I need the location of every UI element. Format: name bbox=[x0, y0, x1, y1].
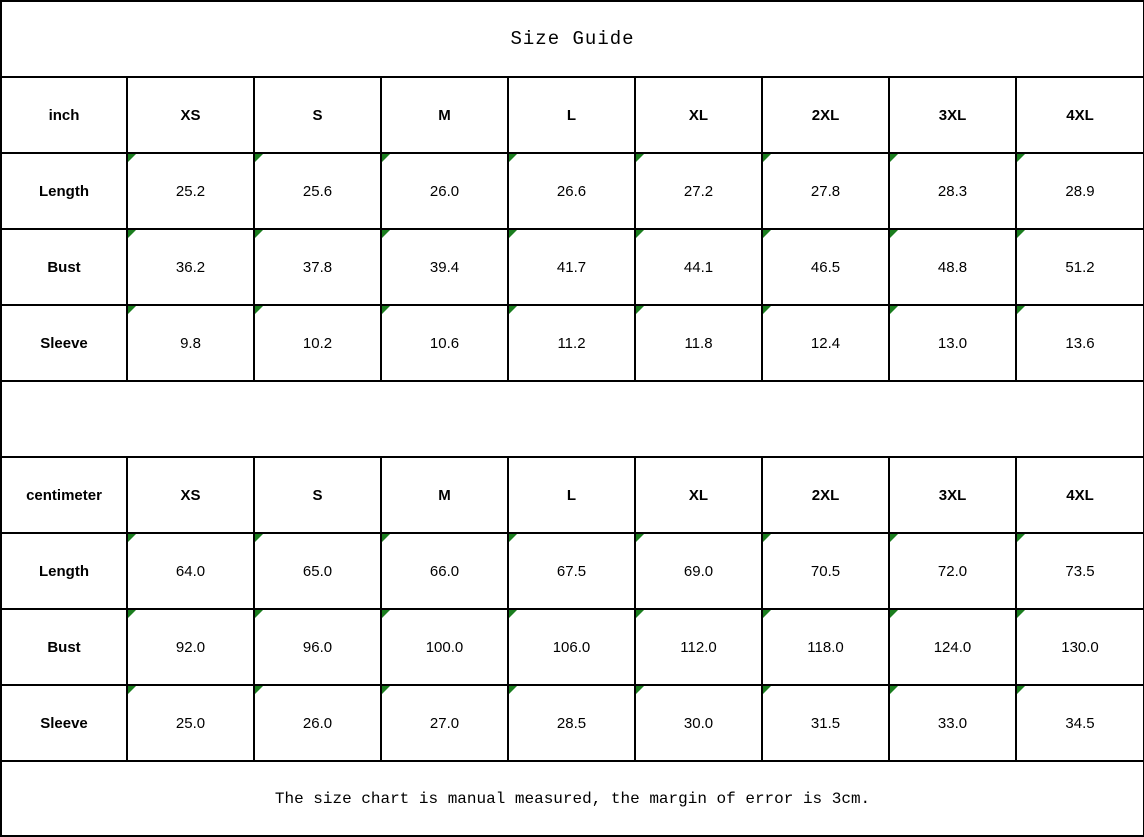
cell-value: 26.0 bbox=[429, 182, 460, 200]
size-header-3xl: 3XL bbox=[889, 457, 1016, 533]
measurement-cell bbox=[381, 153, 508, 229]
measurement-cell bbox=[1016, 305, 1144, 381]
measurement-cell bbox=[381, 229, 508, 305]
flag-triangle-icon bbox=[890, 306, 898, 314]
measurement-cell bbox=[127, 153, 254, 229]
measurement-cell bbox=[635, 533, 762, 609]
measurement-cell bbox=[635, 153, 762, 229]
cell-value: 31.5 bbox=[810, 714, 841, 732]
measurement-cell bbox=[635, 685, 762, 761]
unit-header-centimeter: centimeter bbox=[1, 457, 127, 533]
cell-value: 28.5 bbox=[556, 714, 587, 732]
cell-value: 13.0 bbox=[937, 334, 968, 352]
cell-value: 11.8 bbox=[684, 334, 713, 352]
cell-value: 25.0 bbox=[175, 714, 206, 732]
size-header-2xl: 2XL bbox=[762, 77, 889, 153]
size-header-l: L bbox=[508, 77, 635, 153]
flag-triangle-icon bbox=[763, 230, 771, 238]
flag-triangle-icon bbox=[382, 230, 390, 238]
flag-triangle-icon bbox=[1017, 534, 1025, 542]
measurement-cell bbox=[381, 685, 508, 761]
flag-triangle-icon bbox=[636, 610, 644, 618]
measurement-cell bbox=[762, 229, 889, 305]
measurement-cell bbox=[889, 685, 1016, 761]
flag-triangle-icon bbox=[509, 306, 517, 314]
flag-triangle-icon bbox=[1017, 306, 1025, 314]
flag-triangle-icon bbox=[1017, 154, 1025, 162]
cell-value: 106.0 bbox=[552, 638, 591, 656]
size-header-s: S bbox=[254, 457, 381, 533]
unit-header-inch: inch bbox=[1, 77, 127, 153]
flag-triangle-icon bbox=[636, 306, 644, 314]
measurement-cell bbox=[127, 685, 254, 761]
flag-triangle-icon bbox=[763, 154, 771, 162]
measurement-cell bbox=[1016, 153, 1144, 229]
measurement-cell bbox=[1016, 229, 1144, 305]
measurement-cell bbox=[1016, 533, 1144, 609]
flag-triangle-icon bbox=[763, 534, 771, 542]
cell-value: 41.7 bbox=[556, 258, 587, 276]
cell-value: 130.0 bbox=[1061, 638, 1099, 656]
cell-value: 10.2 bbox=[302, 334, 333, 352]
measurement-cell bbox=[254, 609, 381, 685]
cell-value: 70.5 bbox=[810, 562, 841, 580]
size-header-3xl: 3XL bbox=[889, 77, 1016, 153]
flag-triangle-icon bbox=[636, 230, 644, 238]
page-title: Size Guide bbox=[1, 1, 1144, 77]
flag-triangle-icon bbox=[509, 610, 517, 618]
row-label-length: Length bbox=[1, 533, 127, 609]
flag-triangle-icon bbox=[890, 686, 898, 694]
measurement-cell bbox=[1016, 609, 1144, 685]
measurement-cell bbox=[889, 609, 1016, 685]
flag-triangle-icon bbox=[509, 686, 517, 694]
size-header-xs: XS bbox=[127, 77, 254, 153]
cell-value: 11.2 bbox=[557, 334, 586, 352]
measurement-cell bbox=[508, 685, 635, 761]
measurement-cell bbox=[508, 153, 635, 229]
flag-triangle-icon bbox=[509, 230, 517, 238]
measurement-cell bbox=[1016, 685, 1144, 761]
flag-triangle-icon bbox=[382, 534, 390, 542]
cell-value: 9.8 bbox=[180, 334, 201, 352]
measurement-cell bbox=[635, 229, 762, 305]
cell-value: 33.0 bbox=[937, 714, 968, 732]
flag-triangle-icon bbox=[890, 534, 898, 542]
flag-triangle-icon bbox=[255, 154, 263, 162]
cell-value: 39.4 bbox=[429, 258, 460, 276]
row-label-sleeve: Sleeve bbox=[1, 685, 127, 761]
cell-value: 73.5 bbox=[1065, 562, 1095, 580]
flag-triangle-icon bbox=[509, 534, 517, 542]
spacer-row bbox=[1, 381, 1144, 457]
flag-triangle-icon bbox=[509, 154, 517, 162]
flag-triangle-icon bbox=[128, 154, 136, 162]
flag-triangle-icon bbox=[636, 686, 644, 694]
cell-value: 46.5 bbox=[810, 258, 841, 276]
cell-value: 10.6 bbox=[429, 334, 460, 352]
size-header-xl: XL bbox=[635, 77, 762, 153]
measurement-cell bbox=[127, 229, 254, 305]
flag-triangle-icon bbox=[763, 686, 771, 694]
cell-value: 26.0 bbox=[302, 714, 333, 732]
size-header-l: L bbox=[508, 457, 635, 533]
cell-value: 25.6 bbox=[302, 182, 333, 200]
flag-triangle-icon bbox=[636, 534, 644, 542]
measurement-cell bbox=[889, 305, 1016, 381]
cell-value: 65.0 bbox=[302, 562, 333, 580]
size-header-xl: XL bbox=[635, 457, 762, 533]
cell-value: 92.0 bbox=[175, 638, 206, 656]
cell-value: 44.1 bbox=[683, 258, 714, 276]
flag-triangle-icon bbox=[1017, 610, 1025, 618]
flag-triangle-icon bbox=[255, 686, 263, 694]
flag-triangle-icon bbox=[890, 230, 898, 238]
cell-value: 72.0 bbox=[937, 562, 968, 580]
size-header-m: M bbox=[381, 457, 508, 533]
cell-value: 12.4 bbox=[810, 334, 841, 352]
flag-triangle-icon bbox=[382, 154, 390, 162]
cell-value: 124.0 bbox=[933, 638, 972, 656]
measurement-cell bbox=[762, 609, 889, 685]
cell-value: 27.8 bbox=[810, 182, 841, 200]
flag-triangle-icon bbox=[890, 610, 898, 618]
measurement-cell bbox=[254, 685, 381, 761]
measurement-cell bbox=[889, 229, 1016, 305]
measurement-cell bbox=[635, 305, 762, 381]
measurement-cell bbox=[889, 533, 1016, 609]
measurement-cell bbox=[508, 609, 635, 685]
cell-value: 69.0 bbox=[683, 562, 714, 580]
measurement-cell bbox=[508, 229, 635, 305]
size-header-2xl: 2XL bbox=[762, 457, 889, 533]
flag-triangle-icon bbox=[890, 154, 898, 162]
measurement-cell bbox=[127, 305, 254, 381]
measurement-cell bbox=[254, 533, 381, 609]
cell-value: 36.2 bbox=[175, 258, 206, 276]
cell-value: 25.2 bbox=[175, 182, 206, 200]
row-label-bust: Bust bbox=[1, 609, 127, 685]
cell-value: 28.9 bbox=[1065, 182, 1095, 200]
size-header-m: M bbox=[381, 77, 508, 153]
size-header-4xl: 4XL bbox=[1016, 457, 1144, 533]
cell-value: 51.2 bbox=[1065, 258, 1095, 276]
flag-triangle-icon bbox=[128, 230, 136, 238]
cell-value: 27.0 bbox=[429, 714, 460, 732]
flag-triangle-icon bbox=[128, 686, 136, 694]
flag-triangle-icon bbox=[255, 610, 263, 618]
measurement-cell bbox=[381, 305, 508, 381]
size-header-xs: XS bbox=[127, 457, 254, 533]
measurement-cell bbox=[381, 609, 508, 685]
cell-value: 100.0 bbox=[425, 638, 464, 656]
flag-triangle-icon bbox=[255, 230, 263, 238]
row-label-length: Length bbox=[1, 153, 127, 229]
flag-triangle-icon bbox=[128, 306, 136, 314]
size-header-s: S bbox=[254, 77, 381, 153]
measurement-cell bbox=[635, 609, 762, 685]
flag-triangle-icon bbox=[255, 306, 263, 314]
measurement-cell bbox=[508, 305, 635, 381]
flag-triangle-icon bbox=[382, 610, 390, 618]
cell-value: 66.0 bbox=[429, 562, 460, 580]
cell-value: 27.2 bbox=[683, 182, 714, 200]
flag-triangle-icon bbox=[1017, 686, 1025, 694]
flag-triangle-icon bbox=[382, 306, 390, 314]
measurement-cell bbox=[127, 609, 254, 685]
cell-value: 13.6 bbox=[1065, 334, 1095, 352]
cell-value: 26.6 bbox=[556, 182, 587, 200]
flag-triangle-icon bbox=[763, 610, 771, 618]
cell-value: 48.8 bbox=[937, 258, 968, 276]
measurement-cell bbox=[254, 229, 381, 305]
measurement-cell bbox=[762, 533, 889, 609]
flag-triangle-icon bbox=[128, 610, 136, 618]
measurement-cell bbox=[762, 153, 889, 229]
measurement-cell bbox=[889, 153, 1016, 229]
cell-value: 118.0 bbox=[807, 638, 844, 656]
flag-triangle-icon bbox=[382, 686, 390, 694]
flag-triangle-icon bbox=[255, 534, 263, 542]
measurement-cell bbox=[254, 305, 381, 381]
cell-value: 37.8 bbox=[302, 258, 333, 276]
cell-value: 67.5 bbox=[556, 562, 587, 580]
cell-value: 30.0 bbox=[683, 714, 714, 732]
measurement-cell bbox=[127, 533, 254, 609]
flag-triangle-icon bbox=[1017, 230, 1025, 238]
flag-triangle-icon bbox=[636, 154, 644, 162]
measurement-cell bbox=[762, 305, 889, 381]
cell-value: 96.0 bbox=[302, 638, 333, 656]
measurement-cell bbox=[762, 685, 889, 761]
cell-value: 112.0 bbox=[680, 638, 717, 656]
flag-triangle-icon bbox=[763, 306, 771, 314]
measurement-cell bbox=[381, 533, 508, 609]
flag-triangle-icon bbox=[128, 534, 136, 542]
row-label-bust: Bust bbox=[1, 229, 127, 305]
cell-value: 64.0 bbox=[175, 562, 206, 580]
size-header-4xl: 4XL bbox=[1016, 77, 1144, 153]
cell-value: 34.5 bbox=[1065, 714, 1095, 732]
row-label-sleeve: Sleeve bbox=[1, 305, 127, 381]
footer-note: The size chart is manual measured, the margin of error is 3cm. bbox=[1, 761, 1144, 836]
cell-value: 28.3 bbox=[937, 182, 968, 200]
measurement-cell bbox=[254, 153, 381, 229]
measurement-cell bbox=[508, 533, 635, 609]
